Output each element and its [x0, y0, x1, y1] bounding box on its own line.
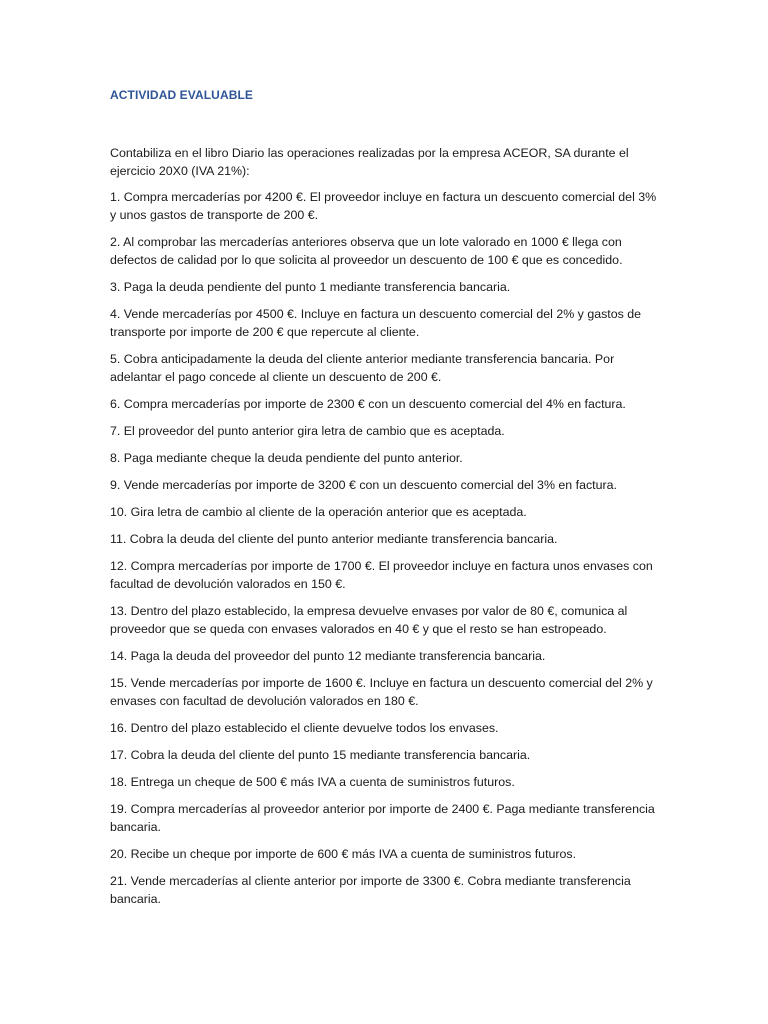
operation-item: 3. Paga la deuda pendiente del punto 1 mediante transferencia bancaria. — [110, 280, 511, 294]
operation-item: 12. Compra mercaderías por importe de 1700 €. El proveedor incluye en factura unos envases con facultad de devolución valorados en 150 €. — [110, 559, 653, 591]
operation-item: 6. Compra mercaderías por importe de 2300 € con un descuento comercial del 4% en factura. — [110, 397, 626, 411]
operation-item: 19. Compra mercaderías al proveedor anterior por importe de 2400 €. Paga mediante transferencia bancaria. — [110, 802, 655, 834]
operation-item: 16. Dentro del plazo establecido el cliente devuelve todos los envases. — [110, 721, 499, 735]
operation-item: 2. Al comprobar las mercaderías anteriores observa que un lote valorado en 1000 € llega con defectos de calidad por lo que solicita al proveedor un descuento de 100 € que es concedido. — [110, 235, 623, 267]
operation-item: 10. Gira letra de cambio al cliente de la operación anterior que es aceptada. — [110, 505, 527, 519]
operation-item: 8. Paga mediante cheque la deuda pendiente del punto anterior. — [110, 451, 463, 465]
operation-item: 18. Entrega un cheque de 500 € más IVA a cuenta de suministros futuros. — [110, 775, 515, 789]
intro-paragraph: Contabiliza en el libro Diario las operaciones realizadas por la empresa ACEOR, SA durante el ejercicio 20X0 (IVA 21%): — [110, 146, 629, 178]
operation-item: 20. Recibe un cheque por importe de 600 € más IVA a cuenta de suministros futuros. — [110, 847, 577, 861]
operation-item: 15. Vende mercaderías por importe de 1600 €. Incluye en factura un descuento comercial del 2% y envases con facultad de devolución valorados en 180 €. — [110, 676, 653, 708]
document-title: ACTIVIDAD EVALUABLE — [110, 88, 254, 102]
operation-item: 21. Vende mercaderías al cliente anterior por importe de 3300 €. Cobra mediante transferencia bancaria. — [110, 874, 631, 906]
operation-item: 14. Paga la deuda del proveedor del punto 12 mediante transferencia bancaria. — [110, 649, 546, 663]
operation-item: 4. Vende mercaderías por 4500 €. Incluye en factura un descuento comercial del 2% y gastos de transporte por importe de 200 € que repercute al cliente. — [110, 307, 642, 339]
operation-item: 11. Cobra la deuda del cliente del punto anterior mediante transferencia bancaria. — [110, 532, 558, 546]
operation-item: 5. Cobra anticipadamente la deuda del cliente anterior mediante transferencia bancaria. Por adelantar el pago concede al cliente un descuento de 200 €. — [110, 352, 615, 384]
document-page — [110, 87, 660, 917]
operation-item: 13. Dentro del plazo establecido, la empresa devuelve envases por valor de 80 €, comunica al proveedor que se queda con envases valorados en 40 € y que el resto se han estropeado. — [110, 604, 628, 636]
operation-item: 9. Vende mercaderías por importe de 3200 € con un descuento comercial del 3% en factura. — [110, 478, 617, 492]
operation-item: 7. El proveedor del punto anterior gira letra de cambio que es aceptada. — [110, 424, 505, 438]
operation-item: 1. Compra mercaderías por 4200 €. El proveedor incluye en factura un descuento comercial del 3% y unos gastos de transporte de 200 €. — [110, 190, 657, 222]
operation-item: 17. Cobra la deuda del cliente del punto 15 mediante transferencia bancaria. — [110, 748, 531, 762]
